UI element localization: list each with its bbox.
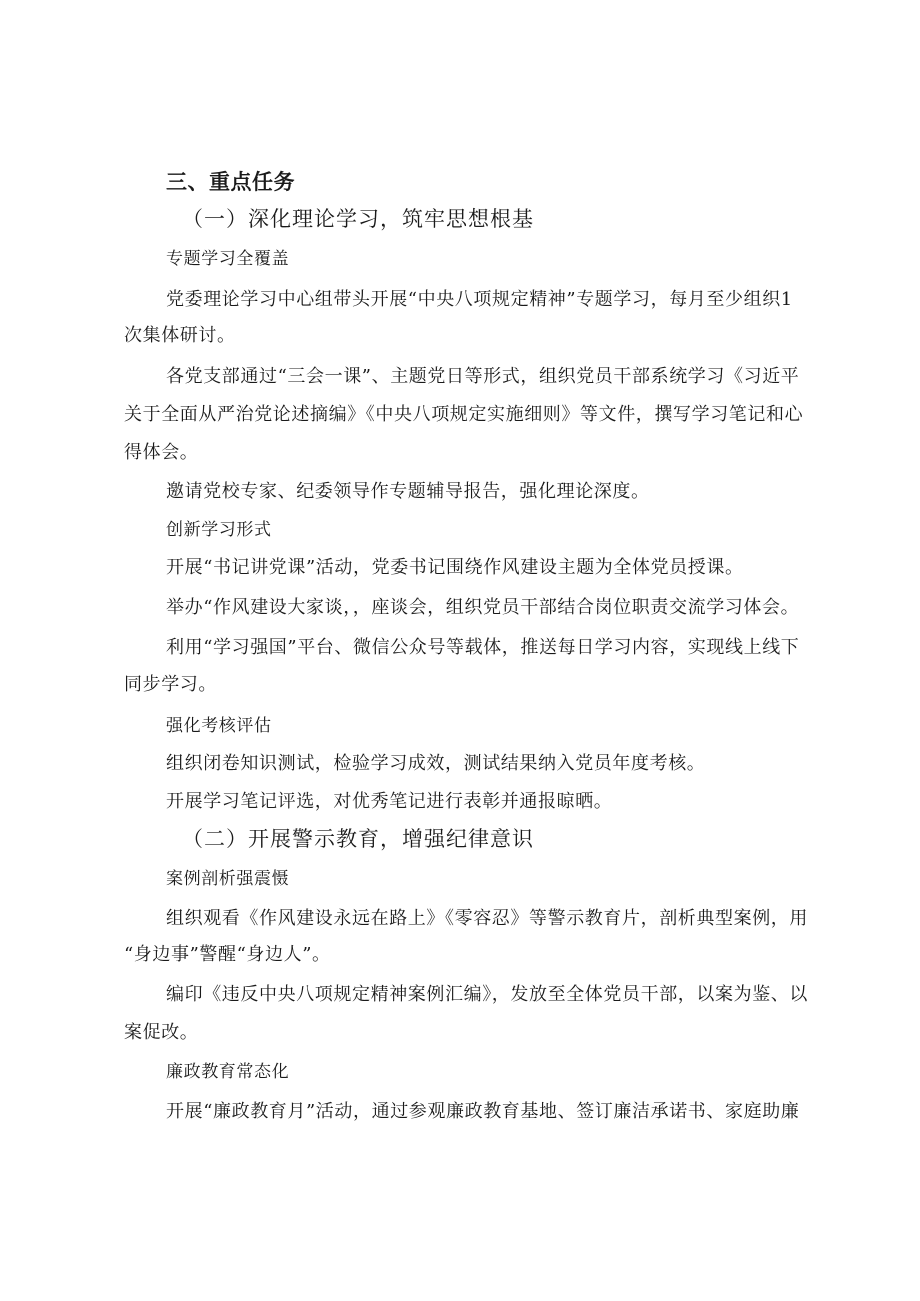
paragraph-line: 各党支部通过“三会一课”、主题党日等形式，组织党员干部系统学习《习近平 — [166, 366, 800, 387]
section-title: 三、重点任务 — [166, 170, 295, 194]
paragraph-line: 组织闭卷知识测试，检验学习成效，测试结果纳入党员年度考核。 — [166, 753, 706, 774]
paragraph-line: 举办“作风建设大家谈，，座谈会，组织党员干部结合岗位职责交流学习体会。 — [166, 597, 800, 618]
part2-title: （二）开展警示教育，增强纪律意识 — [182, 827, 534, 851]
paragraph-line: 开展“书记讲党课”活动，党委书记围绕作风建设主题为全体党员授课。 — [166, 557, 744, 578]
paragraph-line: 编印《违反中央八项规定精神案例汇编》，发放至全体党员干部，以案为鉴、以 — [166, 984, 808, 1005]
paragraph-line: 开展“廉政教育月”活动，通过参观廉政教育基地、签订廉洁承诺书、家庭助廉 — [166, 1101, 800, 1122]
part1-item3-heading: 强化考核评估 — [166, 716, 272, 736]
part2-item2-heading: 廉政教育常态化 — [166, 1062, 290, 1082]
paragraph-line: 组织观看《作风建设永远在路上》《零容忍》等警示教育片，剖析典型案例，用 — [166, 908, 808, 929]
part2-item1-heading: 案例剖析强震慑 — [166, 869, 290, 889]
paragraph-line: 邀请党校专家、纪委领导作专题辅导报告，强化理论深度。 — [166, 481, 650, 502]
paragraph-line: 关于全面从严治党论述摘编》《中央八项规定实施细则》等文件，撰写学习笔记和心 — [124, 404, 804, 425]
paragraph-line: 案促改。 — [124, 1022, 199, 1043]
paragraph-line: “身边事”警醒“身边人”。 — [124, 944, 331, 965]
paragraph-line: 得体会。 — [124, 442, 199, 463]
part1-item1-heading: 专题学习全覆盖 — [166, 249, 290, 269]
part1-title: （一）深化理论学习，筑牢思想根基 — [182, 207, 534, 231]
paragraph-line: 次集体研讨。 — [124, 325, 236, 346]
paragraph-line: 开展学习笔记评选，对优秀笔记进行表彰并通报晾晒。 — [166, 791, 613, 812]
paragraph-line: 党委理论学习中心组带头开展“中央八项规定精神”专题学习，每月至少组织1 — [166, 289, 793, 310]
paragraph-line: 利用“学习强国”平台、微信公众号等载体，推送每日学习内容，实现线上线下 — [166, 637, 800, 658]
part1-item2-heading: 创新学习形式 — [166, 520, 272, 540]
paragraph-line: 同步学习。 — [124, 674, 217, 695]
